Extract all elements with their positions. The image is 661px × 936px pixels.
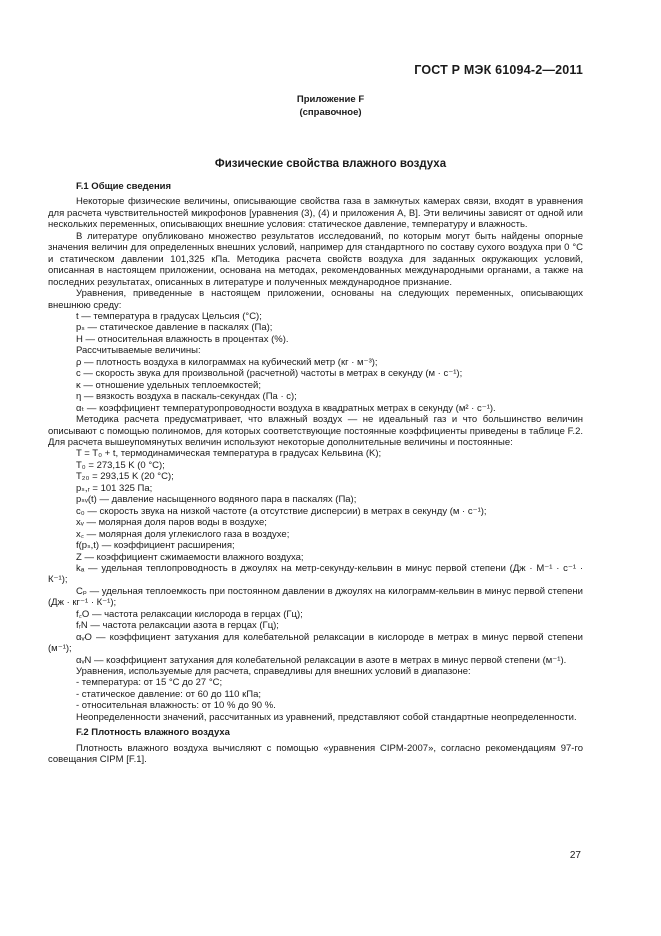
list-item: c₀ — скорость звука на низкой частоте (а отсутствие дисперсии) в метрах в секунду (м · с⁻¹); <box>76 505 487 517</box>
page-title: Физические свойства влажного воздуха <box>214 158 447 170</box>
paragraph: Уравнения, приведенные в настоящем приложении, основаны на следующих переменных, описывающих внешнюю среду: <box>48 288 583 311</box>
section-heading: F.1 Общие сведения <box>76 181 172 192</box>
list-item: c — скорость звука для произвольной (расчетной) частоты в метрах в секунду (м · с⁻¹); <box>76 368 463 380</box>
list-item: Z — коэффициент сжимаемости влажного воздуха; <box>76 551 304 563</box>
list-item: t — температура в градусах Цельсия (°С); <box>76 310 262 322</box>
list-item: T = T₀ + t, термодинамическая температура в градусах Кельвина (K); <box>76 448 382 460</box>
list-item: - относительная влажность: от 10 % до 90 %. <box>76 700 276 712</box>
appendix-label: Приложение F <box>296 94 365 105</box>
list-item: ρ — плотность воздуха в килограммах на кубический метр (кг · м⁻³); <box>76 356 378 368</box>
list-item: fᵣN — частота релаксации азота в герцах (Гц); <box>76 620 279 632</box>
section-heading: F.2 Плотность влажного воздуха <box>76 727 230 739</box>
list-item: T₂₀ = 293,15 K (20 °C); <box>76 471 174 483</box>
standard-designation: ГОСТ Р МЭК 61094-2—2011 <box>414 63 583 77</box>
paragraph: αᵥO — коэффициент затухания для колебательной релаксации в кислороде в метрах в минус первой степени (м⁻¹); <box>48 631 583 655</box>
list-item: - температура: от 15 °С до 27 °С; <box>76 677 223 689</box>
list-item: xᵥ — молярная доля паров воды в воздухе; <box>76 517 267 529</box>
appendix-note: (справочное) <box>299 107 362 118</box>
list-item: κ — отношение удельных теплоемкостей; <box>76 379 261 391</box>
list-item: η — вязкость воздуха в паскаль-секундах (Па · с); <box>76 391 297 403</box>
list-item: pₛ,ᵣ = 101 325 Па; <box>76 482 153 494</box>
list-item: pₛ — статическое давление в паскалях (Па); <box>76 322 273 334</box>
paragraph: Методика расчета предусматривает, что влажный воздух — не идеальный газ и что большинство величин описывают с помощью полиномов, для которых соответствующие постоянные коэффициенты приведены в таблице F.2. Для расчета вышеупомянутых величин используют некоторые дополнительные величины и постоянные: <box>48 414 583 448</box>
page-number: 27 <box>569 850 581 861</box>
list-item: Уравнения, используемые для расчета, справедливы для внешних условий в диапазоне: <box>76 666 471 678</box>
list-item: pₛᵥ(t) — давление насыщенного водяного пара в паскалях (Па); <box>76 494 357 506</box>
paragraph: Плотность влажного воздуха вычисляют с помощью «уравнения CIPM-2007», согласно рекомендациям 97-го совещания CIPM [F.1]. <box>48 742 583 766</box>
list-item: - статическое давление: от 60 до 110 кПа; <box>76 688 262 700</box>
paragraph: Неопределенности значений, рассчитанных из уравнений, представляют собой стандартные неопределенности. <box>76 711 577 723</box>
list-item: T₀ = 273,15 K (0 °C); <box>76 459 165 471</box>
list-item: f꜀O — частота релаксации кислорода в герцах (Гц); <box>76 608 303 620</box>
document-body <box>48 181 583 766</box>
paragraph: Cₚ — удельная теплоемкость при постоянном давлении в джоулях на килограмм-кельвин в минус первой степени (Дж · кг⁻¹ · К⁻¹); <box>48 585 583 609</box>
list-item: x꜀ — молярная доля углекислого газа в воздухе; <box>76 528 290 540</box>
list-item: f(pₛ,t) — коэффициент расширения; <box>76 540 235 552</box>
paragraph: kₐ — удельная теплопроводность в джоулях на метр-секунду-кельвин в минус первой степени (Дж · М⁻¹ · с⁻¹ · К⁻¹); <box>48 562 583 586</box>
paragraph: В литературе опубликовано множество результатов исследований, по которым могут быть найдены опорные значения величин для определенных внешних условий, например для стандартного по составу сухого воздуха при 0 °С и статическом давлении 101,325 кПа. Методика расчета свойств воздуха для заданных окружающих условий, описанная в настоящем приложении, основана на методах, рекомендованных международными органами, а также на последних результатах, описанных в литературе и полученных международное признание. <box>48 230 583 288</box>
list-item: H — относительная влажность в процентах (%). <box>76 333 289 345</box>
list-item: Рассчитываемые величины: <box>76 345 201 357</box>
paragraph: αᵥN — коэффициент затухания для колебательной релаксации в азоте в метрах в минус первой степени (м⁻¹). <box>76 654 567 666</box>
list-item: αₜ — коэффициент температуропроводности воздуха в квадратных метрах в секунду (м² · с⁻¹). <box>76 402 496 414</box>
paragraph: Некоторые физические величины, описывающие свойства газа в замкнутых камерах связи, входят в уравнения для расчета чувствительностей микрофонов [уравнения (3), (4) и приложения А, В]. Эти величины зависят от одной или нескольких переменных, описывающих внешние условия: статическое давление, температуру и влажность. <box>48 196 583 231</box>
